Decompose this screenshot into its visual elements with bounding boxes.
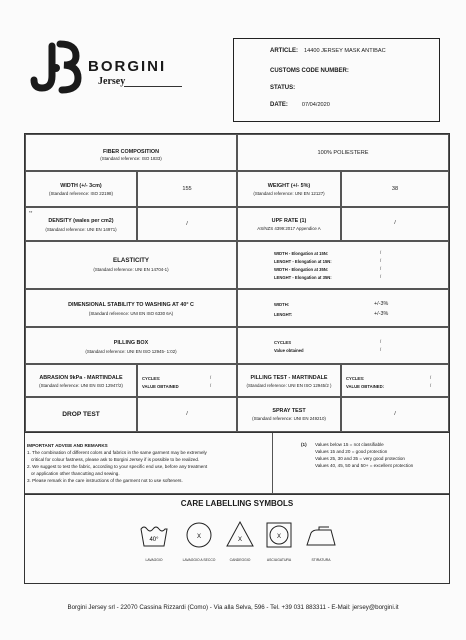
elasticity-row-label: LENGHT - Elongation at 15N: <box>274 259 332 264</box>
care-divider <box>25 493 449 494</box>
pilling-test-obtained-label: VALUE OBTAINED: <box>346 384 384 389</box>
elasticity-title: ELASTICITY <box>112 257 150 264</box>
advise-line: critical for colour fastness, please ask to Borgini Jersey if is possible to be realized. <box>31 457 200 462</box>
spray-test-value-cell <box>341 397 449 432</box>
customs-label: CUSTOMS CODE NUMBER: <box>270 68 349 74</box>
weight-ref: (Standard reference: UNI EN 12127) <box>253 191 325 196</box>
density-value-cell <box>137 207 237 241</box>
care-caption: LAVAGGIO <box>145 558 163 562</box>
date-row <box>270 102 330 108</box>
upf-value-cell <box>341 207 449 241</box>
width-cell <box>25 171 137 207</box>
elasticity-row-value: / <box>380 274 382 279</box>
care-title: CARE LABELLING SYMBOLS <box>180 499 294 508</box>
width-title: WIDTH (+/- 3cm) <box>60 183 102 189</box>
pilling-box-values-cell <box>237 327 449 364</box>
elasticity-row-label: WIDTH - Elongation at 35N: <box>274 267 329 272</box>
abrasion-values-cell <box>137 364 237 397</box>
elasticity-row-label: WIDTH - Elongation at 15N: <box>274 251 329 256</box>
date-label: DATE: <box>270 102 288 108</box>
advise-line: 3. Please remark in the care instructions of the garment not to use softeners. <box>27 478 183 483</box>
fiber-ref: (Standard reference: ISO 1833) <box>100 156 162 161</box>
x-mark: X <box>276 534 282 540</box>
density-cell <box>25 207 137 241</box>
pilling-box-title: PILLING BOX <box>113 340 149 346</box>
brand-name: BORGINI <box>88 58 167 75</box>
remarks-and-care-box <box>24 432 450 584</box>
pilling-test-ref: (Standard reference: UNI EN ISO 12945/2 ) <box>246 383 332 388</box>
width-value: 155 <box>182 186 192 192</box>
abrasion-obtained-label: VALUE OBTAINED <box>142 384 179 389</box>
elasticity-cell <box>25 241 237 289</box>
pilling-box-cell <box>25 327 237 364</box>
care-caption: LAVAGGIO A SECCO <box>182 558 216 562</box>
spray-test-ref: (Standard reference: UNI EN 249210) <box>252 416 326 421</box>
advise-line: 1. The combination of different colors and fabrics in the same garment may be extremely <box>27 450 207 455</box>
width-value-cell <box>137 171 237 207</box>
pilling-box-row-label: Value obtained <box>274 348 304 353</box>
density-mark: ** <box>29 210 33 215</box>
values-note-line: Values 15 and 20 = good protection <box>315 449 388 454</box>
density-value: / <box>186 221 188 227</box>
advise-line: 2. We suggest to test the fabric, according to your specific end use, before any treatment <box>27 464 208 469</box>
advise-title: IMPORTANT ADVISE AND REMARKS <box>27 443 108 448</box>
weight-title: WEIGHT (+/- 5%) <box>267 183 311 189</box>
care-caption: STIRATURA <box>311 558 331 562</box>
date-value: 07/04/2020 <box>301 102 330 108</box>
customs-row <box>270 68 349 74</box>
article-value: 14400 JERSEY MASK ANTIBAC <box>304 48 386 54</box>
density-ref: (Standard reference: UNI EN 14971) <box>45 227 117 232</box>
density-title: DENSITY (wales per cm2) <box>48 218 114 224</box>
advise-section <box>25 433 273 493</box>
upf-ref: AS/NZS 4399:2017 Appendice A <box>257 226 321 231</box>
fiber-value-cell <box>237 134 449 171</box>
no-tumble-dry-icon <box>265 521 293 549</box>
pilling-test-title: PILLING TEST - MARTINDALE <box>250 375 328 381</box>
elasticity-values-cell <box>237 241 449 289</box>
dimensional-cell <box>25 289 237 327</box>
pilling-test-cycles-value: / <box>430 375 432 380</box>
drop-test-value-cell <box>137 397 237 432</box>
dimensional-title: DIMENSIONAL STABILITY TO WASHING AT 40° C <box>68 302 194 308</box>
care-caption: ASCIUGATURA <box>266 558 292 562</box>
spray-test-cell <box>237 397 341 432</box>
dimensional-row-label: WIDTH: <box>274 302 290 307</box>
fiber-value: 100% POLIESTERE <box>317 150 369 156</box>
pilling-box-row-value: / <box>380 347 382 352</box>
pilling-test-obtained-value: / <box>430 383 432 388</box>
pilling-box-row-value: / <box>380 339 382 344</box>
abrasion-title: ABRASION 9kPa - MARTINDALE <box>39 375 123 381</box>
upf-title: UPF RATE (1) <box>271 218 307 224</box>
care-caption: CANDEGGIO <box>229 558 251 562</box>
weight-value: 38 <box>391 186 399 192</box>
abrasion-cycles-value: / <box>210 375 212 380</box>
fiber-title: FIBER COMPOSITION <box>102 149 159 155</box>
brand-subname: Jersey <box>98 76 126 87</box>
abrasion-ref: (Standard reference: UNI EN ISO 12947/2) <box>39 383 123 388</box>
article-header-box <box>233 38 440 122</box>
dimensional-row-value: +/-3% <box>374 301 389 307</box>
spray-test-title: SPRAY TEST <box>272 408 306 414</box>
pilling-box-row-label: CYCLES <box>274 340 291 345</box>
values-note-line: Values 25, 30 and 35 = very good protection <box>315 456 405 461</box>
article-row <box>270 48 386 54</box>
dimensional-row-value: +/-3% <box>374 311 389 317</box>
pilling-test-values-cell <box>341 364 449 397</box>
values-note-line: Values 40, 45, 50 and 50+ = excellent protection <box>315 463 414 468</box>
no-bleach-icon <box>225 519 255 549</box>
pilling-test-cycles-label: CYCLES: <box>346 376 365 381</box>
article-label: ARTICLE: <box>270 48 298 54</box>
wash-tub-icon <box>139 520 169 550</box>
advise-line: or application other thancutting and sewing. <box>31 471 120 476</box>
elasticity-row-label: LENGHT - Elongation at 35N: <box>274 275 332 280</box>
weight-cell <box>237 171 341 207</box>
wash-temperature: 40° <box>149 537 159 543</box>
dimensional-ref: (Standard reference: UNI EN ISO 6330 6A) <box>88 311 174 316</box>
drop-test-title: DROP TEST <box>62 411 100 418</box>
status-row <box>270 85 295 91</box>
company-footer: Borgini Jersey srl - 22070 Cassina Rizzardi (Como) - Via alla Selva, 596 - Tel. +39 031 883311 - E-Mail: jersey@borgini.it <box>67 604 399 611</box>
weight-value-cell <box>341 171 449 207</box>
pilling-box-ref: (Standard reference: UNI EN ISO 12945- 1:02) <box>85 349 177 354</box>
brand-underline <box>124 86 182 87</box>
drop-test-value: / <box>186 411 188 417</box>
abrasion-cycles-label: CYCLES: <box>142 376 161 381</box>
values-note-marker: (1) <box>301 442 307 447</box>
elasticity-row-value: / <box>380 266 382 271</box>
x-mark: X <box>196 534 202 540</box>
x-mark: X <box>237 537 243 543</box>
values-note-line: Values below 15 = not classifiable <box>315 442 384 447</box>
abrasion-cell <box>25 364 137 397</box>
upf-value: / <box>394 220 396 226</box>
elasticity-row-value: / <box>380 250 382 255</box>
elasticity-row-value: / <box>380 258 382 263</box>
spray-test-value: / <box>394 411 396 417</box>
abrasion-obtained-value: / <box>210 383 212 388</box>
no-dry-clean-icon <box>185 521 213 549</box>
drop-test-cell <box>25 397 137 432</box>
fiber-cell <box>25 134 237 171</box>
status-label: STATUS: <box>270 85 296 91</box>
upf-cell <box>237 207 341 241</box>
pilling-test-cell <box>237 364 341 397</box>
dimensional-row-label: LENGHT: <box>274 312 293 317</box>
iron-icon <box>305 525 337 549</box>
width-ref: (Standard reference: ISO 22198) <box>49 191 113 196</box>
dimensional-values-cell <box>237 289 449 327</box>
elasticity-ref: (Standard reference: UNI EN 14704-1) <box>93 267 169 272</box>
borgini-logo-mark-icon <box>30 38 90 98</box>
